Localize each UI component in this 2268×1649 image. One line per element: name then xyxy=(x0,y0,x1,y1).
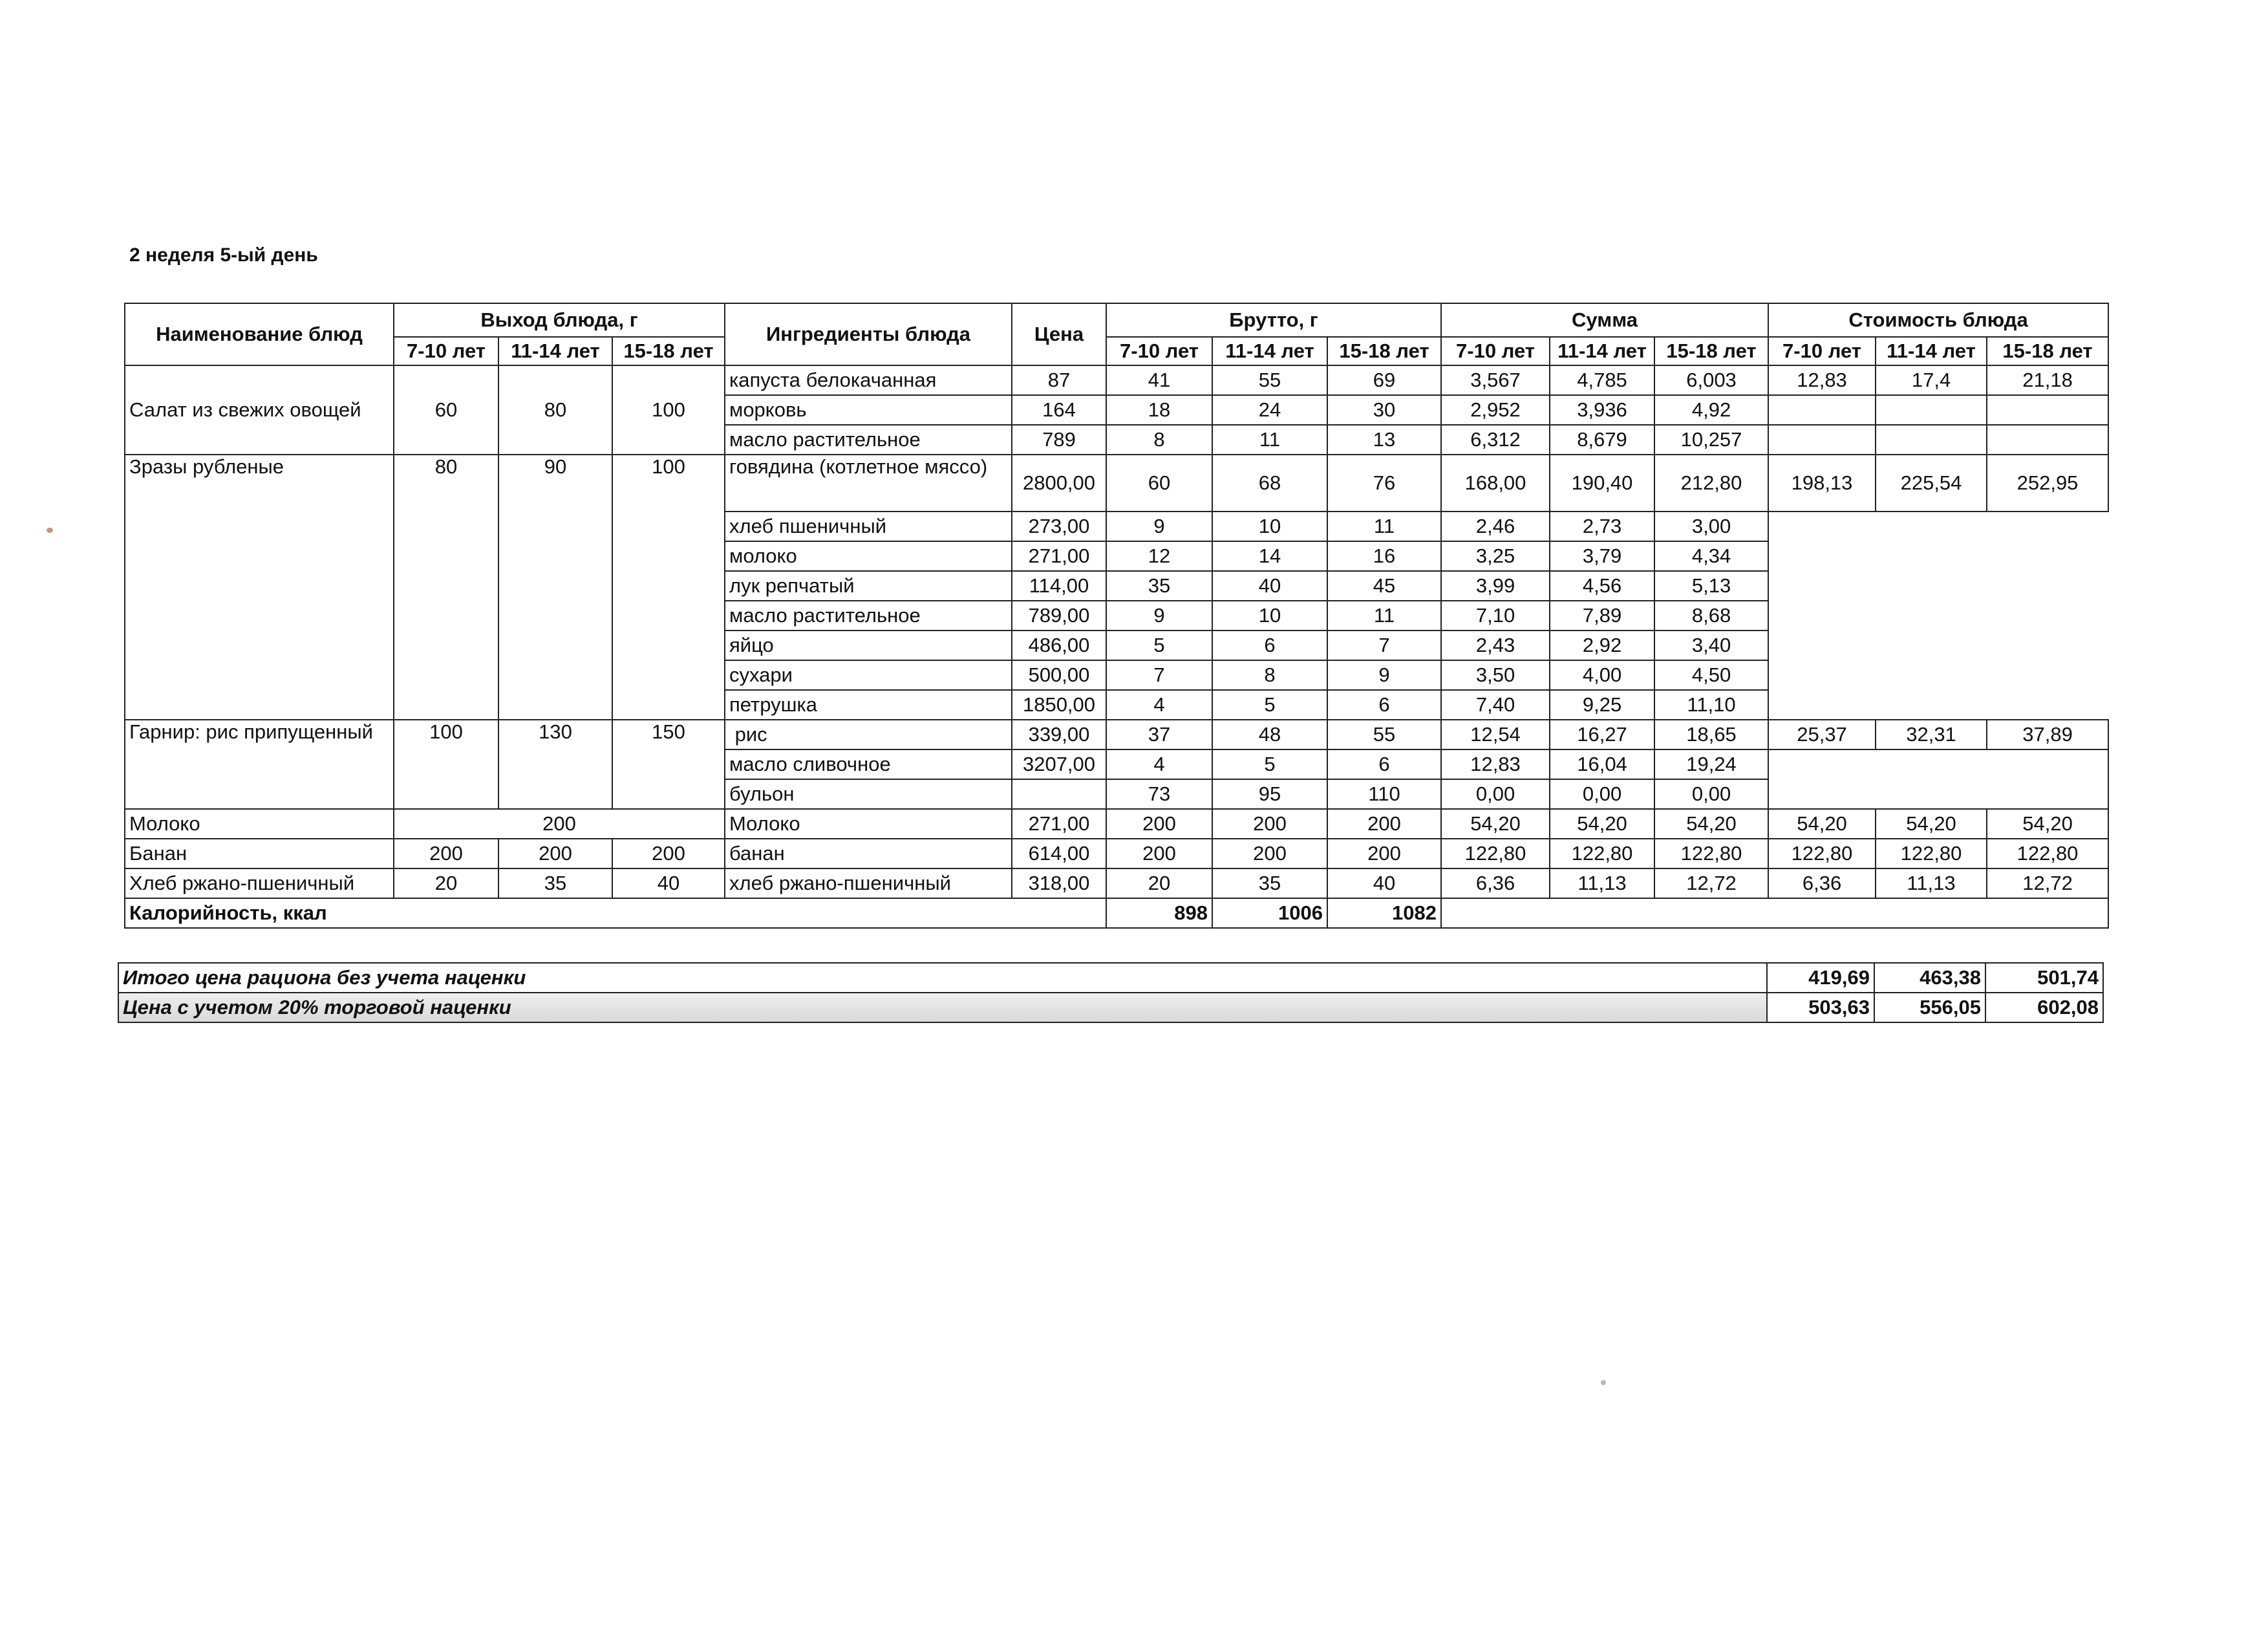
ingredient-name: рис xyxy=(725,720,1012,749)
table-row xyxy=(125,839,2108,868)
dish-cost: 122,80 xyxy=(1768,839,1876,868)
calories-value: 1006 xyxy=(1212,898,1327,928)
empty-cell xyxy=(1768,395,1876,425)
ingredient-price: 789 xyxy=(1012,425,1106,455)
sum-value: 4,92 xyxy=(1654,395,1768,425)
ingredient-name: петрушка xyxy=(725,690,1012,720)
dish-output: 200 xyxy=(394,809,725,839)
header-age: 7-10 лет xyxy=(1441,337,1550,365)
header-price: Цена xyxy=(1012,303,1106,365)
ingredient-name: масло растительное xyxy=(725,425,1012,455)
dish-name: Банан xyxy=(125,839,394,868)
sum-value: 4,34 xyxy=(1654,541,1768,571)
sum-value: 3,936 xyxy=(1550,395,1654,425)
dish-cost: 37,89 xyxy=(1987,720,2108,749)
brutto-value: 73 xyxy=(1106,779,1212,809)
sum-value: 2,952 xyxy=(1441,395,1550,425)
ingredient-price: 87 xyxy=(1012,365,1106,395)
sum-value: 4,785 xyxy=(1550,365,1654,395)
table-row xyxy=(125,809,2108,839)
dish-cost: 54,20 xyxy=(1987,809,2108,839)
dish-output: 90 xyxy=(498,455,612,720)
totals-table xyxy=(118,962,2104,1023)
calories-value: 898 xyxy=(1106,898,1212,928)
calories-row xyxy=(125,898,2108,928)
total-markup-value: 556,05 xyxy=(1874,993,1985,1022)
ingredient-name: масло сливочное xyxy=(725,749,1012,779)
brutto-value: 9 xyxy=(1327,660,1441,690)
brutto-value: 200 xyxy=(1327,839,1441,868)
brutto-value: 5 xyxy=(1212,749,1327,779)
sum-value: 4,56 xyxy=(1550,571,1654,601)
ingredient-price: 500,00 xyxy=(1012,660,1106,690)
scan-speck xyxy=(47,528,53,533)
sum-value: 2,43 xyxy=(1441,630,1550,660)
ingredient-name: сухари xyxy=(725,660,1012,690)
empty-cell xyxy=(1876,425,1987,455)
dish-name: Зразы рубленые xyxy=(125,455,394,720)
ingredient-price: 339,00 xyxy=(1012,720,1106,749)
brutto-value: 11 xyxy=(1327,601,1441,630)
dish-cost: 122,80 xyxy=(1876,839,1987,868)
dish-cost: 54,20 xyxy=(1768,809,1876,839)
brutto-value: 200 xyxy=(1327,809,1441,839)
brutto-value: 68 xyxy=(1212,455,1327,512)
brutto-value: 5 xyxy=(1106,630,1212,660)
header-age: 15-18 лет xyxy=(1654,337,1768,365)
brutto-value: 6 xyxy=(1327,749,1441,779)
header-age: 7-10 лет xyxy=(394,337,498,365)
brutto-value: 48 xyxy=(1212,720,1327,749)
brutto-value: 6 xyxy=(1212,630,1327,660)
brutto-value: 5 xyxy=(1212,690,1327,720)
sum-value: 3,25 xyxy=(1441,541,1550,571)
brutto-value: 200 xyxy=(1106,809,1212,839)
blank-area xyxy=(1768,512,2108,720)
brutto-value: 10 xyxy=(1212,512,1327,541)
sum-value: 3,00 xyxy=(1654,512,1768,541)
brutto-value: 24 xyxy=(1212,395,1327,425)
ingredient-name: говядина (котлетное мяссо) xyxy=(725,455,1012,512)
dish-cost: 25,37 xyxy=(1768,720,1876,749)
header-age: 7-10 лет xyxy=(1768,337,1876,365)
sum-value: 2,46 xyxy=(1441,512,1550,541)
empty-cell xyxy=(1987,395,2108,425)
brutto-value: 13 xyxy=(1327,425,1441,455)
dish-output: 100 xyxy=(612,455,725,720)
brutto-value: 76 xyxy=(1327,455,1441,512)
sum-value: 19,24 xyxy=(1654,749,1768,779)
header-dish-name: Наименование блюд xyxy=(125,303,394,365)
dish-output: 60 xyxy=(394,365,498,455)
ingredient-name: яйцо xyxy=(725,630,1012,660)
ingredient-price: 486,00 xyxy=(1012,630,1106,660)
sum-value: 16,04 xyxy=(1550,749,1654,779)
dish-cost: 198,13 xyxy=(1768,455,1876,512)
ingredient-price: 164 xyxy=(1012,395,1106,425)
header-output: Выход блюда, г xyxy=(394,303,725,337)
dish-output: 40 xyxy=(612,868,725,898)
dish-cost: 6,36 xyxy=(1768,868,1876,898)
brutto-value: 40 xyxy=(1212,571,1327,601)
total-value: 463,38 xyxy=(1874,963,1985,993)
ingredient-price: 2800,00 xyxy=(1012,455,1106,512)
header-ingredients: Ингредиенты блюда xyxy=(725,303,1012,365)
table-row xyxy=(125,868,2108,898)
dish-cost: 54,20 xyxy=(1876,809,1987,839)
empty-cell xyxy=(1441,898,2108,928)
header-cost: Стоимость блюда xyxy=(1768,303,2108,337)
dish-name: Молоко xyxy=(125,809,394,839)
ingredient-name: хлеб пшеничный xyxy=(725,512,1012,541)
sum-value: 2,92 xyxy=(1550,630,1654,660)
sum-value: 0,00 xyxy=(1550,779,1654,809)
ingredient-name: капуста белокачанная xyxy=(725,365,1012,395)
sum-value: 12,54 xyxy=(1441,720,1550,749)
sum-value: 2,73 xyxy=(1550,512,1654,541)
dish-name: Хлеб ржано-пшеничный xyxy=(125,868,394,898)
table-row xyxy=(125,365,2108,395)
total-value: 419,69 xyxy=(1767,963,1874,993)
brutto-value: 95 xyxy=(1212,779,1327,809)
sum-value: 12,83 xyxy=(1441,749,1550,779)
total-value: 501,74 xyxy=(1985,963,2103,993)
sum-value: 16,27 xyxy=(1550,720,1654,749)
sum-value: 11,10 xyxy=(1654,690,1768,720)
brutto-value: 200 xyxy=(1212,809,1327,839)
brutto-value: 55 xyxy=(1327,720,1441,749)
brutto-value: 6 xyxy=(1327,690,1441,720)
header-sum: Сумма xyxy=(1441,303,1768,337)
sum-value: 0,00 xyxy=(1441,779,1550,809)
sum-value: 6,36 xyxy=(1441,868,1550,898)
empty-cell xyxy=(1768,749,2108,809)
dish-output: 200 xyxy=(612,839,725,868)
total-label: Итого цена рациона без учета наценки xyxy=(118,963,1767,993)
header-brutto: Брутто, г xyxy=(1106,303,1441,337)
dish-output: 130 xyxy=(498,720,612,809)
brutto-value: 8 xyxy=(1106,425,1212,455)
brutto-value: 11 xyxy=(1327,512,1441,541)
ingredient-name: хлеб ржано-пшеничный xyxy=(725,868,1012,898)
sum-value: 7,40 xyxy=(1441,690,1550,720)
dish-cost: 252,95 xyxy=(1987,455,2108,512)
dish-cost: 11,13 xyxy=(1876,868,1987,898)
sum-value: 11,13 xyxy=(1550,868,1654,898)
dish-name: Салат из свежих овощей xyxy=(125,365,394,455)
dish-cost: 21,18 xyxy=(1987,365,2108,395)
dish-cost: 17,4 xyxy=(1876,365,1987,395)
total-markup-value: 503,63 xyxy=(1767,993,1874,1022)
dish-output: 150 xyxy=(612,720,725,809)
calories-label: Калорийность, ккал xyxy=(125,898,1106,928)
header-age: 7-10 лет xyxy=(1106,337,1212,365)
empty-cell xyxy=(1876,395,1987,425)
sum-value: 122,80 xyxy=(1550,839,1654,868)
sum-value: 54,20 xyxy=(1654,809,1768,839)
menu-table xyxy=(124,303,2109,929)
sum-value: 3,79 xyxy=(1550,541,1654,571)
sum-value: 9,25 xyxy=(1550,690,1654,720)
dish-cost: 122,80 xyxy=(1987,839,2108,868)
sum-value: 12,72 xyxy=(1654,868,1768,898)
sum-value: 4,50 xyxy=(1654,660,1768,690)
sum-value: 0,00 xyxy=(1654,779,1768,809)
brutto-value: 9 xyxy=(1106,601,1212,630)
brutto-value: 20 xyxy=(1106,868,1212,898)
ingredient-price: 273,00 xyxy=(1012,512,1106,541)
sum-value: 3,567 xyxy=(1441,365,1550,395)
sum-value: 54,20 xyxy=(1441,809,1550,839)
total-row xyxy=(118,963,2103,993)
dish-cost: 12,83 xyxy=(1768,365,1876,395)
sum-value: 3,40 xyxy=(1654,630,1768,660)
sum-value: 10,257 xyxy=(1654,425,1768,455)
sum-value: 190,40 xyxy=(1550,455,1654,512)
table-row xyxy=(125,455,2108,512)
brutto-value: 7 xyxy=(1327,630,1441,660)
ingredient-price xyxy=(1012,779,1106,809)
sum-value: 168,00 xyxy=(1441,455,1550,512)
brutto-value: 14 xyxy=(1212,541,1327,571)
header-age: 15-18 лет xyxy=(612,337,725,365)
header-age: 15-18 лет xyxy=(1987,337,2108,365)
brutto-value: 16 xyxy=(1327,541,1441,571)
header-age: 15-18 лет xyxy=(1327,337,1441,365)
dish-output: 80 xyxy=(394,455,498,720)
dish-output: 200 xyxy=(394,839,498,868)
sum-value: 4,00 xyxy=(1550,660,1654,690)
ingredient-name: морковь xyxy=(725,395,1012,425)
brutto-value: 35 xyxy=(1106,571,1212,601)
empty-cell xyxy=(1987,425,2108,455)
total-markup-label: Цена с учетом 20% торговой наценки xyxy=(118,993,1767,1022)
brutto-value: 200 xyxy=(1212,839,1327,868)
brutto-value: 9 xyxy=(1106,512,1212,541)
sum-value: 3,50 xyxy=(1441,660,1550,690)
scan-speck xyxy=(1601,1380,1606,1385)
brutto-value: 45 xyxy=(1327,571,1441,601)
dish-output: 200 xyxy=(498,839,612,868)
header-age: 11-14 лет xyxy=(1212,337,1327,365)
sum-value: 212,80 xyxy=(1654,455,1768,512)
brutto-value: 37 xyxy=(1106,720,1212,749)
total-row-markup xyxy=(118,993,2103,1022)
ingredient-price: 614,00 xyxy=(1012,839,1106,868)
dish-name: Гарнир: рис припущенный xyxy=(125,720,394,809)
brutto-value: 55 xyxy=(1212,365,1327,395)
sum-value: 8,68 xyxy=(1654,601,1768,630)
sum-value: 7,10 xyxy=(1441,601,1550,630)
ingredient-price: 3207,00 xyxy=(1012,749,1106,779)
header-age: 11-14 лет xyxy=(1550,337,1654,365)
ingredient-price: 318,00 xyxy=(1012,868,1106,898)
ingredient-name: бульон xyxy=(725,779,1012,809)
brutto-value: 60 xyxy=(1106,455,1212,512)
brutto-value: 4 xyxy=(1106,690,1212,720)
dish-cost: 32,31 xyxy=(1876,720,1987,749)
dish-cost: 12,72 xyxy=(1987,868,2108,898)
brutto-value: 8 xyxy=(1212,660,1327,690)
ingredient-name: Молоко xyxy=(725,809,1012,839)
brutto-value: 12 xyxy=(1106,541,1212,571)
dish-output: 80 xyxy=(498,365,612,455)
dish-cost: 225,54 xyxy=(1876,455,1987,512)
brutto-value: 11 xyxy=(1212,425,1327,455)
header-row-ages xyxy=(125,337,2108,365)
sum-value: 5,13 xyxy=(1654,571,1768,601)
sum-value: 18,65 xyxy=(1654,720,1768,749)
header-age: 11-14 лет xyxy=(1876,337,1987,365)
sum-value: 3,99 xyxy=(1441,571,1550,601)
calories-value: 1082 xyxy=(1327,898,1441,928)
dish-output: 100 xyxy=(394,720,498,809)
ingredient-name: лук репчатый xyxy=(725,571,1012,601)
header-age: 11-14 лет xyxy=(498,337,612,365)
brutto-value: 41 xyxy=(1106,365,1212,395)
dish-output: 100 xyxy=(612,365,725,455)
table-row xyxy=(125,720,2108,749)
dish-output: 20 xyxy=(394,868,498,898)
page-title: 2 неделя 5-ый день xyxy=(129,244,318,266)
ingredient-name: банан xyxy=(725,839,1012,868)
ingredient-name: молоко xyxy=(725,541,1012,571)
brutto-value: 18 xyxy=(1106,395,1212,425)
brutto-value: 30 xyxy=(1327,395,1441,425)
ingredient-price: 789,00 xyxy=(1012,601,1106,630)
sum-value: 8,679 xyxy=(1550,425,1654,455)
ingredient-price: 1850,00 xyxy=(1012,690,1106,720)
brutto-value: 40 xyxy=(1327,868,1441,898)
ingredient-price: 114,00 xyxy=(1012,571,1106,601)
brutto-value: 200 xyxy=(1106,839,1212,868)
total-markup-value: 602,08 xyxy=(1985,993,2103,1022)
ingredient-name: масло растительное xyxy=(725,601,1012,630)
dish-output: 35 xyxy=(498,868,612,898)
sum-value: 7,89 xyxy=(1550,601,1654,630)
sum-value: 122,80 xyxy=(1654,839,1768,868)
brutto-value: 10 xyxy=(1212,601,1327,630)
sum-value: 54,20 xyxy=(1550,809,1654,839)
ingredient-price: 271,00 xyxy=(1012,541,1106,571)
brutto-value: 35 xyxy=(1212,868,1327,898)
empty-cell xyxy=(1768,425,1876,455)
brutto-value: 7 xyxy=(1106,660,1212,690)
sum-value: 6,312 xyxy=(1441,425,1550,455)
brutto-value: 110 xyxy=(1327,779,1441,809)
brutto-value: 4 xyxy=(1106,749,1212,779)
header-row-top xyxy=(125,303,2108,337)
sum-value: 122,80 xyxy=(1441,839,1550,868)
brutto-value: 69 xyxy=(1327,365,1441,395)
ingredient-price: 271,00 xyxy=(1012,809,1106,839)
sum-value: 6,003 xyxy=(1654,365,1768,395)
